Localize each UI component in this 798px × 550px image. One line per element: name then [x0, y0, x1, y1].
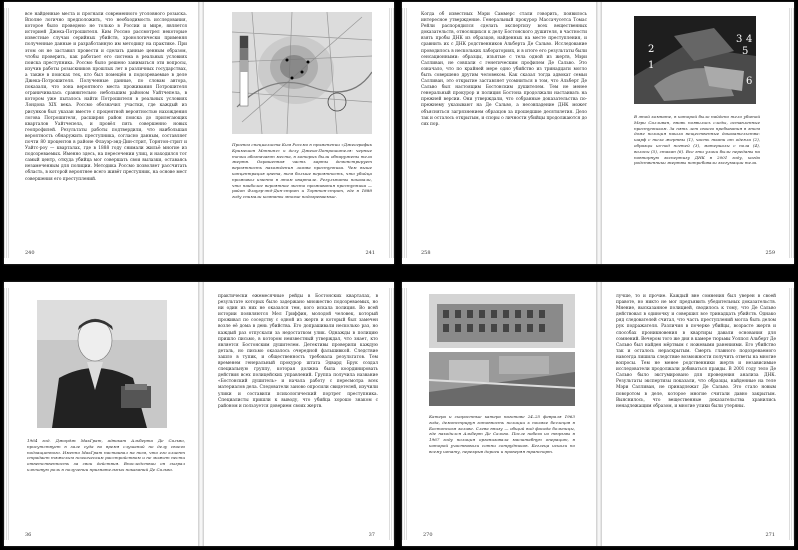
book-spread-2	[402, 2, 794, 264]
page-text: Когда об известных Мэри Саммерс стали говорить, появилось интересное утверждение. Генеральный прокурор Массачусетса Томас Рейли распорядился сделать экспертизу всех вещественных доказательств, относящихся к делу Бостонского душителя, в частности взять пробы ДНК из образцов, найденных на месте преступления, и сравнить их с ДНК родственников Альберта Де Сальво. Исследование проводилось в нескольких лабораториях, и в итоге его результаты были сенсационными: образцы, изъятые с тела одной из жертв, Мэри Салливан, не совпали с генетическим профилем Де Сальво. Это означало, что по крайней мере одно убийство из тринадцати могло быть совершено другим человеком. Как сказал тогда адвокат семьи Салливан, это открытие заставляет усомниться в том, что Альберт Де Сальво был настоящим Бостонским душителем. Тем не менее генеральный прокурор и полиция Бостона продолжали настаивать на прежней версии. Они утверждали, что собранные доказательства по-прежнему указывают на Де Сальво, а несовпадение ДНК может объясняться загрязнением образцов за прошедшие десятилетия. Дело так и осталось открытым, и споры о личности убийцы продолжаются до сих пор.	[421, 12, 587, 127]
page-number: 241	[365, 250, 375, 256]
right-page	[204, 282, 389, 546]
portrait-caption: 1964 год. Джордж МакГрат, адвокат Альберта Де Сальво, присутствует в зале суда во время слушаний по делу своего подзащитного. Именно МакГрат настаивал на том, что его клиент страдает тяжелым психическим расстройством и не может нести ответственность за свои действия. Впоследствии он сыграл ключевую роль в получении признательных показаний Де Сальво.	[27, 438, 185, 472]
evidence-number: 1	[648, 60, 655, 71]
right-page	[204, 2, 389, 264]
evidence-number: 4	[746, 34, 753, 45]
page-text: все найденные места и прогнали современного уголовного розыска. Вполне логично предположить, что необходимость исследования, которое было проведено не только в России и мире, является историей Джека-Потрошителя. Ким Россмо рассмотрел некоторые известные случаи серийных убийств, хронологически применяя полученные данные и разработанную им методику на практике. При этом он не заставил провести и сделать данные ценным образом, чтобы проверить, как работает его система в реальных условиях поиска преступника. Россмо было решено заниматься эти вопросы, изучив работы розыскников прошлых лет в различных государствах, а также в поисках тех, кто был помещён в подозреваемые в деле Джека-Потрошителя. Полученные данные, по словам автора, показали, что зона вероятного места проживания Потрошителя ограничивалась сравнительно небольшим районом Уайтчепела, в котором уже пыталось найти Потрошителя в реальных условиях Лондона XIX века. Россмо обозначил участки, где каждый из рисунков был указан вместе с процентной вероятностью нахождения логова Потрошителя, расширяя район поиска до прилегающих кварталов Уайтчепела, и провёл пять совершенно новых геопрофилей. Результаты работы подтвердили, что наибольшая вероятность обнаружить преступника, согласно данным, составляет почти 80 процентов в районе Флауэр-энд-Дин-стрит, Торнтон-стрит и Уайтс-роу — кварталах, где в 1888 году снимали жильё многие из подозреваемых. Именно здесь, на пересечении улиц, и находился тот самый центр, откуда убийца мог совершать свои вылазки, оставаясь незамеченным для полиции. Методика Россмо позволяет рассчитать область, в которой вероятнее всего живёт преступник, на основе мест совершения его преступлений.	[25, 12, 187, 182]
page-number: 258	[421, 250, 431, 256]
evidence-number: 6	[746, 76, 753, 87]
left-page	[9, 282, 199, 546]
page-number: 259	[765, 250, 775, 256]
book-spread-3	[4, 282, 394, 546]
page-number: 271	[765, 532, 775, 538]
map-caption: Прогноз специалиста Ким Россмо в применении «Джеографик Кримешон Мэппинг» к делу Джека-Потрошителя: черные точки обозначают места, в которых были обнаружены тела жертв. Окрашенная часть карты демонстрирует вероятность нахождения логова преступника. Чем выше концентрация цвета, тем больше вероятность, что убийца проживал именно в этом квартале. Результаты показали, что наиболее вероятное место проживания преступника — район Флауэр-энд-Дин-стрит и Торнтон-стрит, где в 1888 году снимали комнаты многие подозреваемые.	[232, 142, 372, 200]
photos-caption: Катера и скоростные катера наготове 24–25 февраля 1963 года, демонстрируя готовность полиции к поимке беглецов в Бостонском заливе. Слева внизу — общий вид фасада больницы, где находился Альберт Де Сальво. После побега из тюрьмы в 1967 году полиция организовала масштабную операцию, в которой участвовали сотни сотрудников. Беглеца искали по всему штату, перекрыв дороги и проверяя транспорт.	[429, 414, 575, 454]
page-number: 37	[368, 532, 375, 538]
page-number: 36	[25, 532, 32, 538]
portrait-photo	[37, 300, 167, 428]
left-page	[407, 2, 597, 264]
book-spread-4	[402, 282, 794, 546]
page-text: практически ежемесячные рейды в Бостонских кварталах, в результате которых было задержано множество подозреваемых, но ни один из них не оказался тем, кого искала полиция. Во всей истории появляются Мел Гриффин, молодой человек, который проживал по соседству с одной из жертв и который был замечен возле её дома в день убийства. Его допрашивали несколько раз, но каждый раз отпускали за недостатком улик. Однажды в полицию пришло письмо, в котором неизвестный утверждал, что знает, кто является Бостонским душителем. Детективы проверили каждую деталь, но письмо оказалось очередной фальшивкой. Следствие зашло в тупик, и общественность требовала результатов. Тем временем генеральный прокурор штата Эдвард Брук создал специальную группу, которая должна была координировать действия всех полицейских управлений. Группа получила название «Бостонский душитель» и начала работу с пересмотра всех материалов дела. Следователи заново опросили свидетелей, изучили улики и составили психологический портрет преступника. Специалисты пришли к выводу, что убийца хорошо знаком с районом и пользуется доверием своих жертв.	[218, 294, 378, 409]
book-spread-1	[4, 2, 394, 264]
right-page	[602, 282, 789, 546]
right-page	[602, 2, 789, 264]
geoprofile-map-photo	[232, 12, 372, 134]
photo-caption: В этой комнате, в которой было найдено тело убитой Мэри Салливан, вновь появились следы, оставленные преступником. За пять лет своего пребывания в этом доме полиция нашла вещественные доказательства: шарф с тела жертвы (1), часть ткани от одеяла (2), образцы из-под ногтей (3), материалы с пола (4), волосы (5), стакан (6). Все эти улики были переданы на повторную экспертизу ДНК в 2001 году, когда родственники жертвы потребовали эксгумации тела.	[634, 114, 760, 166]
evidence-number: 5	[742, 46, 749, 57]
evidence-number: 2	[648, 44, 655, 55]
page-number: 240	[25, 250, 35, 256]
left-page	[407, 282, 597, 546]
crime-scene-photo	[634, 16, 756, 104]
left-page	[9, 2, 199, 264]
aerial-photo	[429, 352, 575, 406]
building-photo	[429, 294, 575, 348]
page-text: лучше, то и прочие. Каждый вне сомнения был уверен в своей правоте, но никто не мог предъявить убедительных доказательств. Мнение, высказанное полицией, сводилось к тому, что Де Сальво действовал в одиночку и совершил все тринадцать убийств. Однако ряд следователей считал, что часть преступлений могла быть делом рук подражателя. Различия в почерке убийцы, возрасте жертв и способах проникновения в квартиры давали основания для сомнений. Вечером того же дня в камере тюрьмы Уолпол Альберт Де Сальво был найден мёртвым с ножевыми ранениями. Его убийство так и осталось нераскрытым. Смерть главного подозреваемого навсегда лишила следствие возможности получить ответы на многие вопросы. Тем не менее родственники жертв и независимые исследователи продолжали добиваться правды. В 2001 году тело Де Сальво было эксгумировано для проведения анализа ДНК. Результаты экспертизы показали, что образцы, найденные на теле Мэри Салливан, не принадлежат Де Сальво. Это стало новым поворотом в деле, которое многие считали давно закрытым. Выяснилось, что вещественные доказательства хранились ненадлежащим образом, и многие улики были утеряны.	[616, 294, 776, 409]
evidence-number: 3	[736, 34, 743, 45]
page-number: 270	[423, 532, 433, 538]
